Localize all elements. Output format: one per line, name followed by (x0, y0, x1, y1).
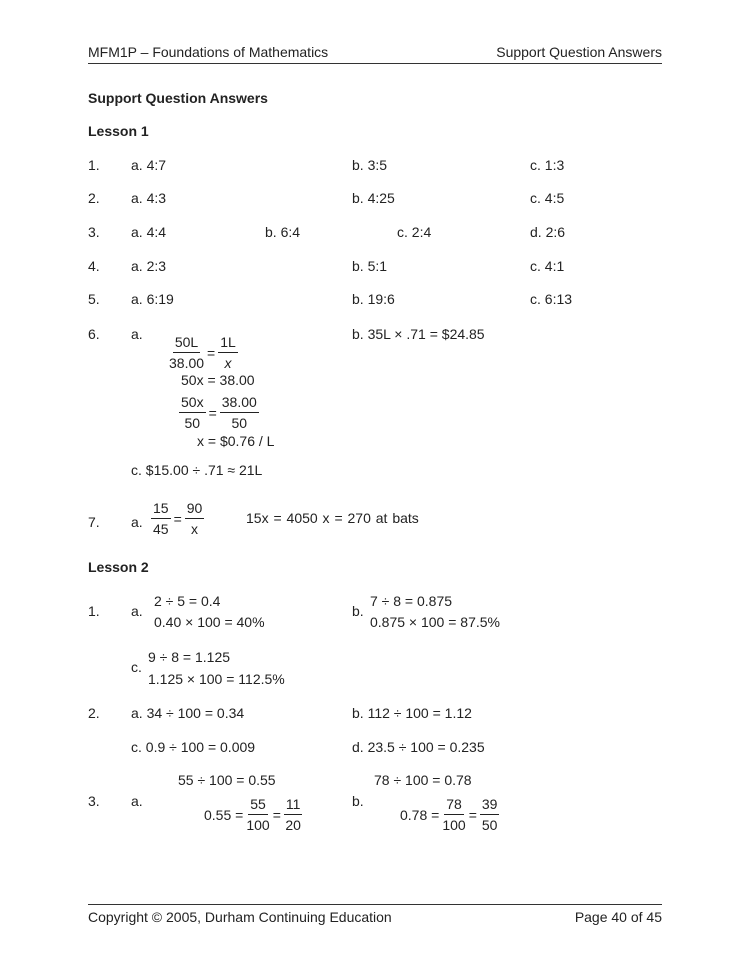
l2-q1-c-line2: 1.125 × 100 = 112.5% (148, 671, 285, 687)
answer-c: c. 2:4 (397, 224, 432, 240)
q6-fraction-eq-2 (176, 393, 262, 432)
q7-solution: 15x = 4050 x = 270 at bats (246, 510, 419, 526)
question-number: 5. (88, 291, 100, 307)
answer-c: c. 4:1 (530, 258, 565, 274)
answer-b: b. 5:1 (352, 258, 388, 274)
q6-b: b. 35L × .71 = $24.85 (352, 326, 485, 342)
answer-a: a. 4:4 (131, 224, 167, 240)
header-left: MFM1P – Foundations of Mathematics (88, 44, 329, 60)
q6-number: 6. (88, 326, 100, 342)
l2-q3-a-fraction (204, 795, 305, 834)
den: 50 (231, 415, 248, 431)
den: 45 (153, 521, 169, 537)
lesson2-heading: Lesson 2 (88, 559, 149, 575)
num: 39 (480, 795, 500, 815)
l2-q1-b-label: b. (352, 603, 364, 619)
question-number: 1. (88, 157, 100, 173)
header-right: Support Question Answers (496, 44, 662, 60)
den: 50 (184, 415, 201, 431)
question-number: 3. (88, 224, 100, 240)
question-number: 4. (88, 258, 100, 274)
footer-rule (88, 904, 662, 905)
answer-b: b. 3:5 (352, 157, 388, 173)
equals: = (272, 806, 281, 823)
q6-a-label: a. (131, 326, 143, 342)
answer-c: c. 1:3 (530, 157, 565, 173)
l2-q1-a-label: a. (131, 603, 143, 619)
l2-q3-b-fraction (400, 795, 502, 834)
answer-c: c. 4:5 (530, 190, 565, 206)
den: 100 (246, 817, 270, 833)
question-number: 2. (88, 190, 100, 206)
den: x (191, 521, 199, 537)
l2-q1-b-line2: 0.875 × 100 = 87.5% (370, 614, 500, 630)
lhs: 0.78 = (400, 806, 440, 823)
l2-q2-a: a. 34 ÷ 100 = 0.34 (131, 705, 245, 721)
num: 11 (284, 795, 303, 815)
l2-q3-number: 3. (88, 793, 100, 809)
equals: = (468, 806, 477, 823)
answer-a: a. 4:3 (131, 190, 167, 206)
l2-q3-b-line1: 78 ÷ 100 = 0.78 (374, 772, 472, 788)
l2-q1-b-line1: 7 ÷ 8 = 0.875 (370, 593, 453, 609)
l2-q2-b: b. 112 ÷ 100 = 1.12 (352, 705, 472, 721)
q6-step-4: x = $0.76 / L (197, 433, 275, 449)
num: 50L (173, 333, 200, 353)
answer-a: a. 4:7 (131, 157, 167, 173)
den: 38.00 (169, 355, 205, 371)
l2-q2-d: d. 23.5 ÷ 100 = 0.235 (352, 739, 485, 755)
den: 50 (481, 817, 498, 833)
l2-q3-a-line1: 55 ÷ 100 = 0.55 (178, 772, 276, 788)
answer-a: a. 2:3 (131, 258, 167, 274)
q7-number: 7. (88, 514, 100, 530)
num: 1L (218, 333, 238, 353)
answer-c: c. 6:13 (530, 291, 573, 307)
den: x (224, 355, 232, 371)
num: 78 (444, 795, 464, 815)
num: 55 (248, 795, 268, 815)
num: 15 (151, 499, 171, 519)
l2-q2-c: c. 0.9 ÷ 100 = 0.009 (131, 739, 256, 755)
num: 50x (179, 393, 206, 413)
den: 20 (285, 817, 301, 833)
answer-a: a. 6:19 (131, 291, 174, 307)
equals: = (208, 404, 217, 421)
q6-step-2: 50x = 38.00 (181, 372, 255, 388)
answer-b: b. 19:6 (352, 291, 395, 307)
den: 100 (442, 817, 466, 833)
equals: = (207, 344, 216, 361)
q7-a-label: a. (131, 514, 143, 530)
l2-q1-number: 1. (88, 603, 100, 619)
num: 38.00 (220, 393, 259, 413)
l2-q1-a-line1: 2 ÷ 5 = 0.4 (154, 593, 221, 609)
answer-b: b. 4:25 (352, 190, 395, 206)
page-title: Support Question Answers (88, 90, 268, 106)
l2-q1-c-label: c. (131, 659, 142, 675)
footer-right: Page 40 of 45 (574, 909, 662, 925)
footer-left: Copyright © 2005, Durham Continuing Education (88, 909, 392, 925)
l2-q3-a-label: a. (131, 793, 143, 809)
num: 90 (185, 499, 205, 519)
q6-c: c. $15.00 ÷ .71 ≈ 21L (131, 462, 263, 478)
l2-q2-number: 2. (88, 705, 100, 721)
q7-proportion (148, 499, 207, 538)
answer-d: d. 2:6 (530, 224, 566, 240)
equals: = (173, 510, 182, 527)
lesson1-heading: Lesson 1 (88, 123, 149, 139)
header-rule (88, 63, 662, 64)
l2-q3-b-label: b. (352, 793, 364, 809)
l2-q1-a-line2: 0.40 × 100 = 40% (154, 614, 265, 630)
q6-fraction-eq-1 (166, 333, 241, 372)
l2-q1-c-line1: 9 ÷ 8 = 1.125 (148, 649, 231, 665)
lhs: 0.55 = (204, 806, 244, 823)
answer-b: b. 6:4 (265, 224, 301, 240)
